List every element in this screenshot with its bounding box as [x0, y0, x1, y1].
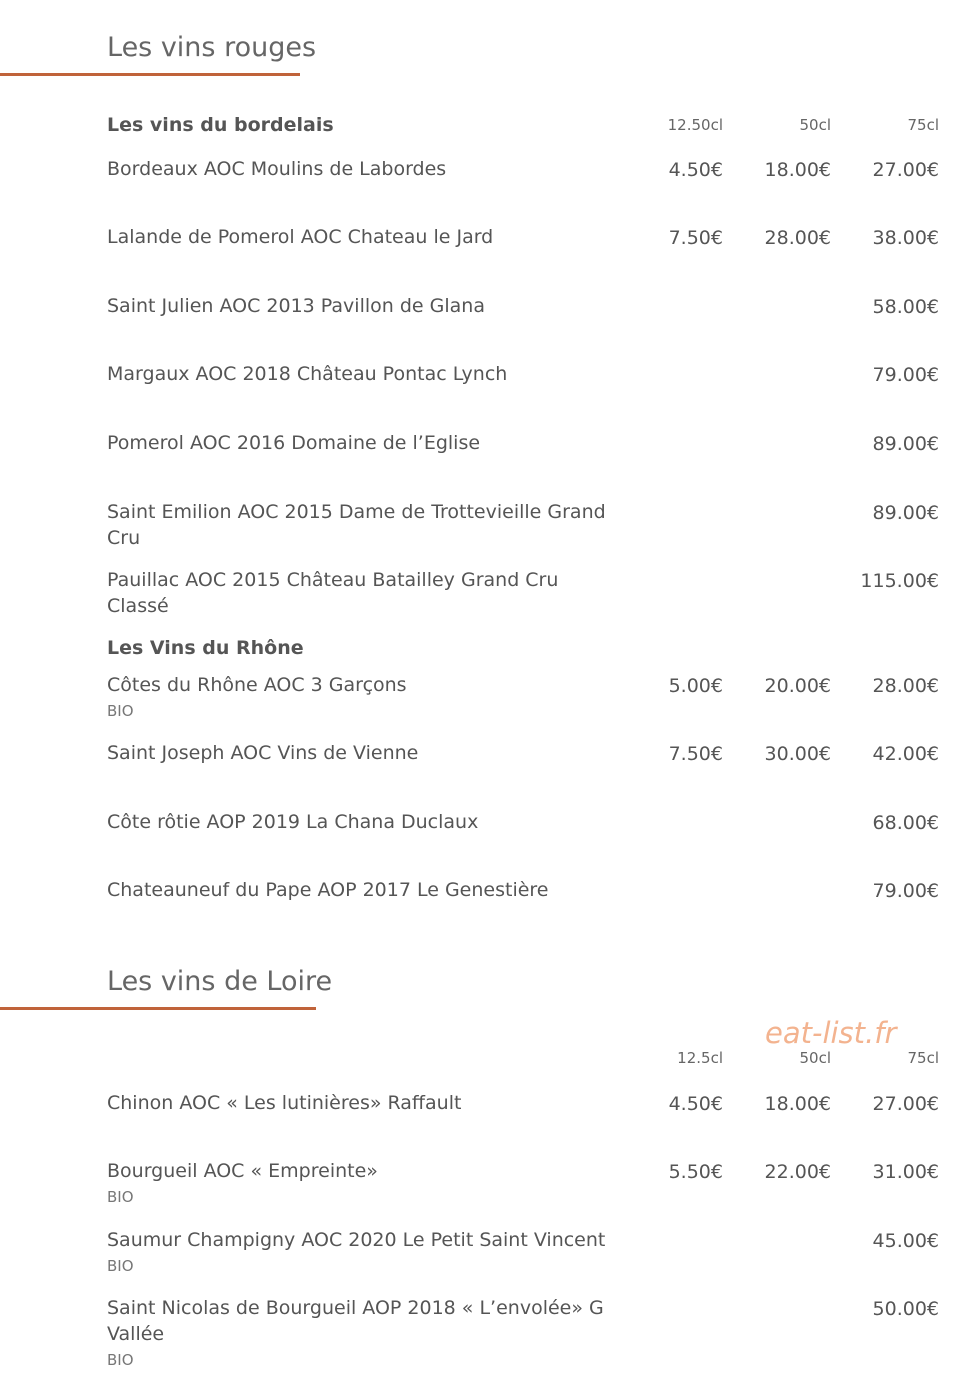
- watermark-text: eat-list.fr: [765, 1016, 897, 1050]
- bio-tag: BIO: [107, 1257, 134, 1275]
- wine-name: Bourgueil AOC « Empreinte»: [107, 1160, 378, 1182]
- wine-price-large: 27.00€: [872, 159, 939, 181]
- wine-price-small: 4.50€: [668, 159, 723, 181]
- column-header-large: 75cl: [907, 1049, 939, 1067]
- wine-price-large: 89.00€: [872, 502, 939, 524]
- bio-tag: BIO: [107, 1351, 134, 1369]
- wine-name: Côtes du Rhône AOC 3 Garçons: [107, 674, 407, 696]
- wine-name: Bordeaux AOC Moulins de Labordes: [107, 158, 447, 180]
- wine-price-small: 5.50€: [668, 1161, 723, 1183]
- section-title-vins-loire: Les vins de Loire: [107, 966, 333, 997]
- wine-price-medium: 20.00€: [764, 675, 831, 697]
- wine-name: Saint Julien AOC 2013 Pavillon de Glana: [107, 295, 485, 317]
- wine-price-large: 89.00€: [872, 433, 939, 455]
- bio-tag: BIO: [107, 702, 134, 720]
- group-heading-rhone: Les Vins du Rhône: [107, 637, 304, 659]
- wine-price-large: 115.00€: [860, 570, 939, 592]
- wine-price-medium: 18.00€: [764, 1093, 831, 1115]
- wine-name: Chateauneuf du Pape AOP 2017 Le Genestière: [107, 879, 549, 901]
- wine-price-large: 50.00€: [872, 1298, 939, 1320]
- wine-price-medium: 22.00€: [764, 1161, 831, 1183]
- wine-name: Saumur Champigny AOC 2020 Le Petit Saint Vincent: [107, 1229, 606, 1251]
- wine-price-small: 7.50€: [668, 227, 723, 249]
- section-title-vins-rouges: Les vins rouges: [107, 32, 317, 63]
- column-header-small: 12.5cl: [677, 1049, 723, 1067]
- wine-name: Saint Joseph AOC Vins de Vienne: [107, 742, 419, 764]
- wine-price-small: 5.00€: [668, 675, 723, 697]
- wine-price-large: 58.00€: [872, 296, 939, 318]
- wine-name: Saint Emilion AOC 2015 Dame de Trottevieille Grand Cru: [107, 501, 606, 549]
- section-underline: [0, 73, 300, 76]
- wine-price-large: 38.00€: [872, 227, 939, 249]
- wine-price-large: 27.00€: [872, 1093, 939, 1115]
- wine-price-large: 28.00€: [872, 675, 939, 697]
- wine-price-small: 7.50€: [668, 743, 723, 765]
- wine-name: Côte rôtie AOP 2019 La Chana Duclaux: [107, 811, 479, 833]
- group-heading-bordelais: Les vins du bordelais: [107, 114, 334, 136]
- wine-price-large: 79.00€: [872, 880, 939, 902]
- wine-price-medium: 30.00€: [764, 743, 831, 765]
- bio-tag: BIO: [107, 1188, 134, 1206]
- wine-price-large: 68.00€: [872, 812, 939, 834]
- wine-price-large: 45.00€: [872, 1230, 939, 1252]
- column-header-large: 75cl: [907, 116, 939, 134]
- column-header-medium: 50cl: [799, 1049, 831, 1067]
- wine-name: Lalande de Pomerol AOC Chateau le Jard: [107, 226, 494, 248]
- wine-name: Margaux AOC 2018 Château Pontac Lynch: [107, 363, 508, 385]
- wine-name: Pauillac AOC 2015 Château Batailley Grand Cru Classé: [107, 569, 559, 617]
- column-header-small: 12.50cl: [667, 116, 723, 134]
- wine-price-medium: 28.00€: [764, 227, 831, 249]
- wine-price-large: 31.00€: [872, 1161, 939, 1183]
- wine-name: Pomerol AOC 2016 Domaine de l’Eglise: [107, 432, 481, 454]
- wine-name: Saint Nicolas de Bourgueil AOP 2018 « L’envolée» G Vallée: [107, 1297, 604, 1345]
- wine-name: Chinon AOC « Les lutinières» Raffault: [107, 1092, 462, 1114]
- wine-price-large: 79.00€: [872, 364, 939, 386]
- wine-price-small: 4.50€: [668, 1093, 723, 1115]
- section-underline: [0, 1007, 316, 1010]
- column-header-medium: 50cl: [799, 116, 831, 134]
- wine-price-medium: 18.00€: [764, 159, 831, 181]
- wine-price-large: 42.00€: [872, 743, 939, 765]
